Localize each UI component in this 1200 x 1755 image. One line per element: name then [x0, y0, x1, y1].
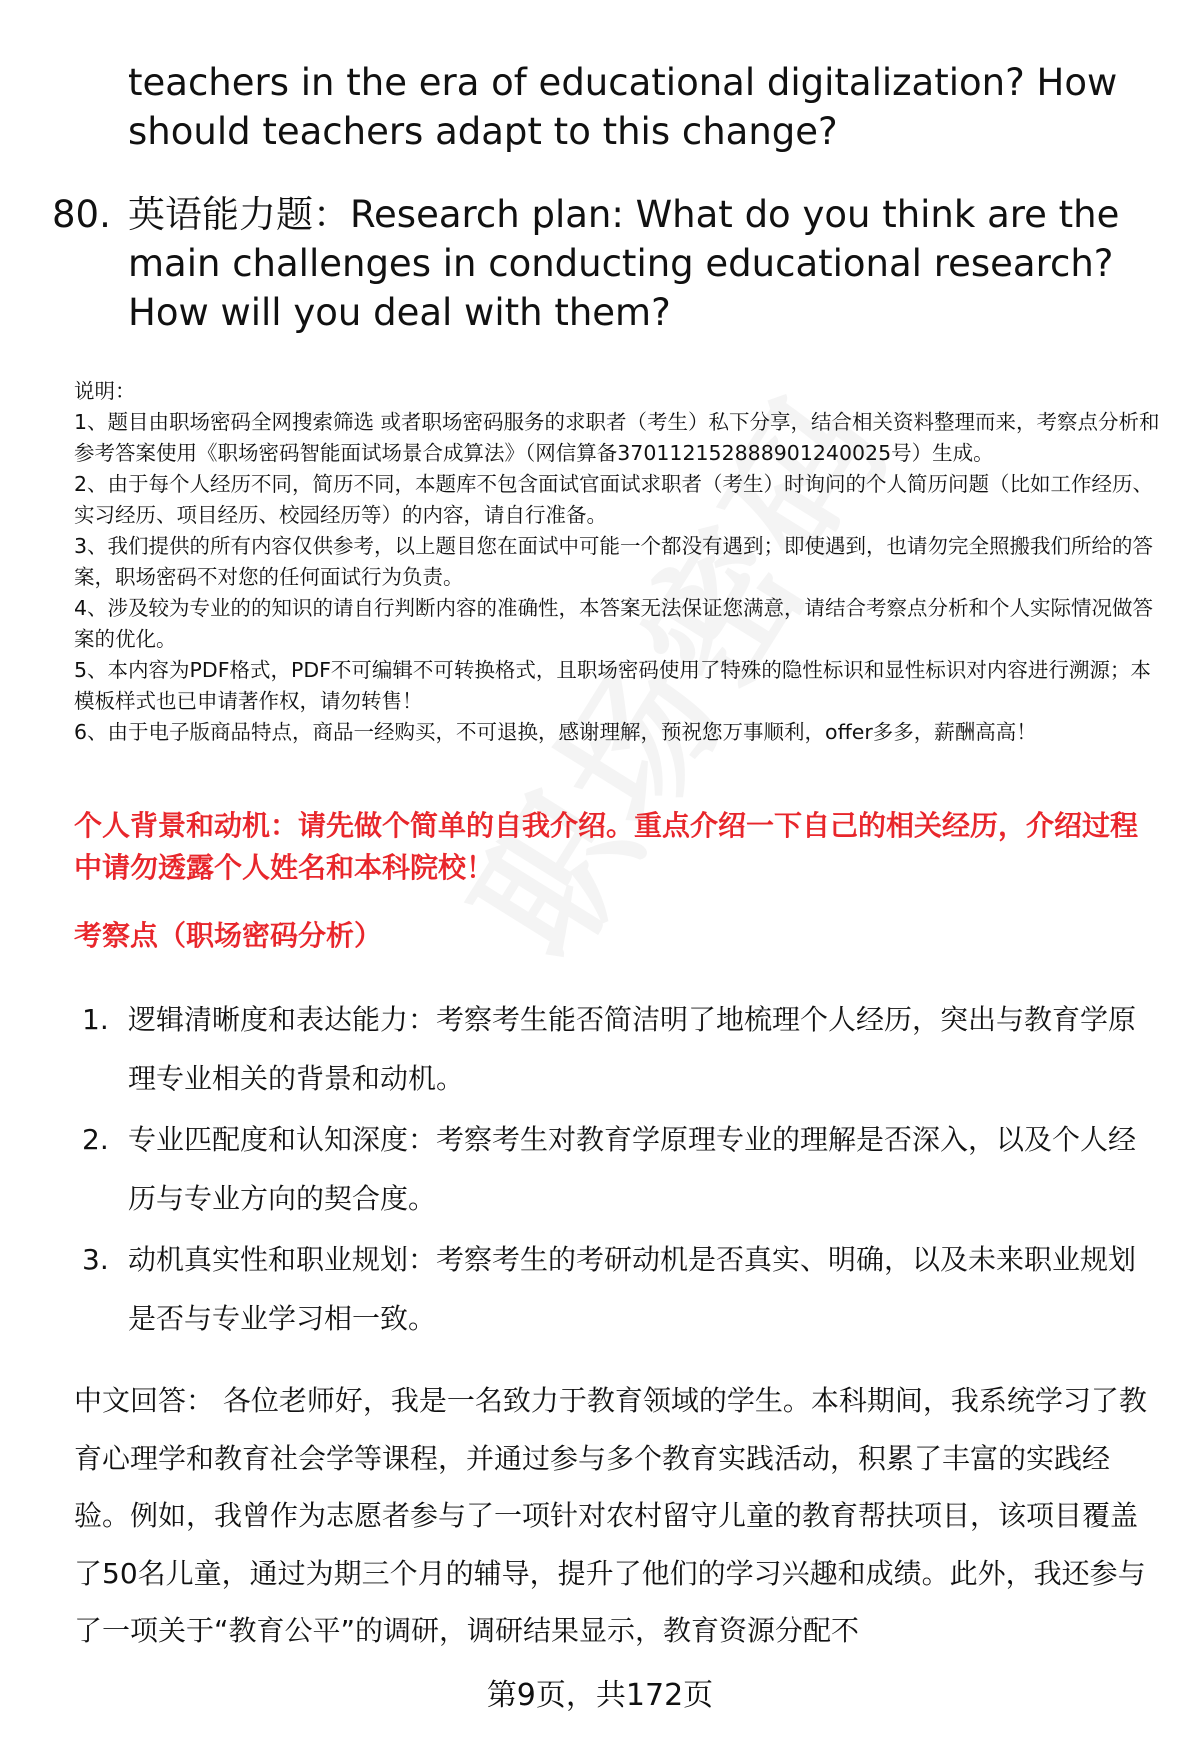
notes-block: [74, 376, 1164, 748]
analysis-point-text: 专业匹配度和认知深度：考察考生对教育学原理专业的理解是否深入，以及个人经历与专业方向的契合度。: [128, 1123, 1137, 1215]
note-item: 6、由于电子版商品特点，商品一经购买，不可退换，感谢理解，预祝您万事顺利，offer多多，薪酬高高！: [74, 720, 1037, 744]
analysis-point-number: 1.: [82, 1003, 109, 1036]
answer-paragraph: 中文回答： 各位老师好，我是一名致力于教育领域的学生。本科期间，我系统学习了教育心理学和教育社会学等课程，并通过参与多个教育实践活动，积累了丰富的实践经验。例如，我曾作为志愿者参与了一项针对农村留守儿童的教育帮扶项目，该项目覆盖了50名儿童，通过为期三个月的辅导，提升了他们的学习兴趣和成绩。此外，我还参与了一项关于“教育公平”的调研，调研结果显示，教育资源分配不: [74, 1384, 1147, 1647]
note-item: 1、题目由职场密码全网搜索筛选 或者职场密码服务的求职者（考生）私下分享，结合相关资料整理而来，考察点分析和参考答案使用《职场密码智能面试场景合成算法》（网信算备370112152888901240025号）生成。: [74, 410, 1160, 465]
question-continued: teachers in the era of educational digitalization? How should teachers adapt to this change?: [128, 61, 1118, 153]
analysis-point-text: 动机真实性和职业规划：考察考生的考研动机是否真实、明确，以及未来职业规划是否与专业学习相一致。: [128, 1243, 1137, 1335]
note-item: 4、涉及较为专业的的知识的请自行判断内容的准确性，本答案无法保证您满意，请结合考察点分析和个人实际情况做答案的优化。: [74, 596, 1154, 651]
note-item: 3、我们提供的所有内容仅供参考，以上题目您在面试中可能一个都没有遇到；即使遇到，也请勿完全照搬我们所给的答案，职场密码不对您的任何面试行为负责。: [74, 534, 1154, 589]
note-item: 5、本内容为PDF格式，PDF不可编辑不可转换格式，且职场密码使用了特殊的隐性标识和显性标识对内容进行溯源；本模板样式也已申请著作权，请勿转售！: [74, 658, 1151, 713]
notes-title: 说明：: [74, 379, 136, 403]
analysis-point: [82, 1230, 1152, 1348]
section-heading: 个人背景和动机：请先做个简单的自我介绍。重点介绍一下自己的相关经历，介绍过程中请勿透露个人姓名和本科院校！: [74, 809, 1139, 884]
analysis-point: [82, 990, 1152, 1108]
analysis-point: [82, 1110, 1152, 1228]
question-text: 英语能力题：Research plan: What do you think are the main challenges in conducting educational research? How will you deal with them?: [128, 193, 1120, 334]
analysis-heading: 考察点（职场密码分析）: [74, 919, 383, 952]
page-footer: 第9页，共172页: [486, 1678, 714, 1713]
question-80: [52, 190, 1162, 337]
analysis-points-list: [82, 990, 1152, 1350]
question-number: 80.: [52, 193, 111, 236]
analysis-point-text: 逻辑清晰度和表达能力：考察考生能否简洁明了地梳理个人经历，突出与教育学原理专业相关的背景和动机。: [128, 1003, 1137, 1095]
analysis-point-number: 2.: [82, 1123, 109, 1156]
note-item: 2、由于每个人经历不同，简历不同，本题库不包含面试官面试求职者（考生）时询问的个人简历问题（比如工作经历、实习经历、项目经历、校园经历等）的内容，请自行准备。: [74, 472, 1154, 527]
analysis-point-number: 3.: [82, 1243, 109, 1276]
